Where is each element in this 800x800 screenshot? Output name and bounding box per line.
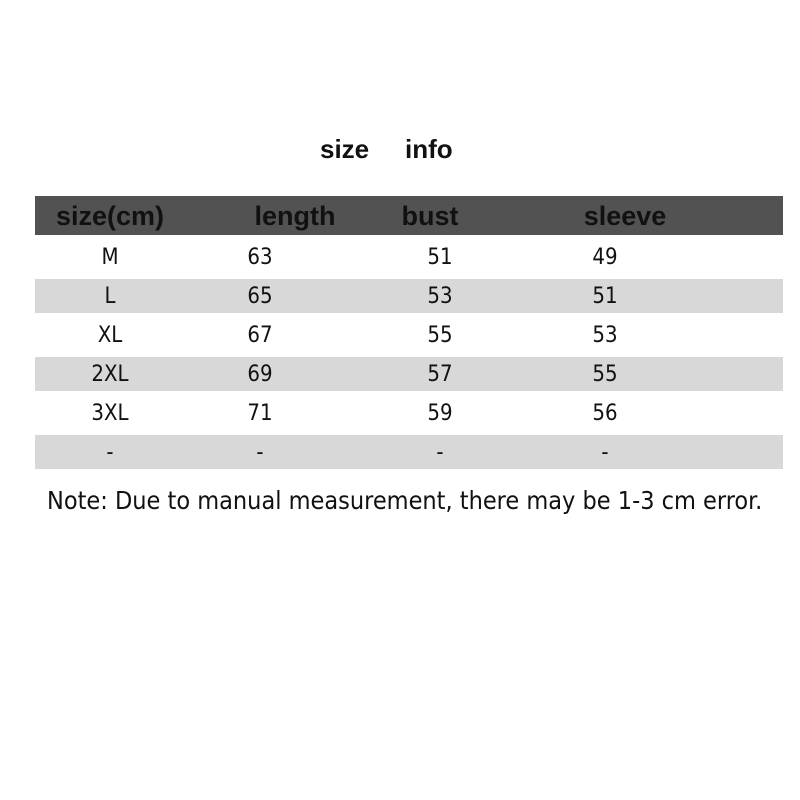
- header-size: size(cm): [55, 201, 165, 231]
- cell-bust: 55: [427, 322, 453, 348]
- cell-size: 3XL: [91, 400, 129, 426]
- table-row: [35, 357, 783, 391]
- cell-size: XL: [97, 322, 123, 348]
- header-sleeve: sleeve: [583, 201, 667, 231]
- cell-sleeve: 51: [592, 283, 618, 309]
- cell-sleeve: 56: [592, 400, 618, 426]
- table-row: [35, 240, 783, 274]
- cell-length: 69: [247, 361, 273, 387]
- table-row: [35, 318, 783, 352]
- table-header-row: [35, 196, 783, 235]
- title-word-info: info: [405, 134, 453, 164]
- cell-bust: -: [436, 439, 444, 465]
- cell-size: 2XL: [91, 361, 129, 387]
- size-info-title: [0, 134, 800, 170]
- table-row: [35, 279, 783, 313]
- cell-sleeve: -: [601, 439, 609, 465]
- cell-length: -: [256, 439, 264, 465]
- title-word-size: size: [320, 134, 370, 164]
- cell-bust: 57: [427, 361, 453, 387]
- cell-bust: 51: [427, 244, 453, 270]
- size-chart-table: [35, 196, 783, 469]
- header-bust: bust: [401, 201, 459, 231]
- cell-bust: 53: [427, 283, 453, 309]
- cell-sleeve: 53: [592, 322, 618, 348]
- cell-length: 71: [247, 400, 273, 426]
- cell-size: L: [104, 283, 116, 309]
- cell-length: 65: [247, 283, 273, 309]
- cell-size: M: [101, 244, 119, 270]
- cell-sleeve: 49: [592, 244, 618, 270]
- table-row: [35, 396, 783, 430]
- table-row: [35, 435, 783, 469]
- header-length: length: [254, 201, 336, 231]
- cell-size: -: [106, 439, 114, 465]
- cell-bust: 59: [427, 400, 453, 426]
- cell-length: 63: [247, 244, 273, 270]
- measurement-note: Note: Due to manual measurement, there may be 1-3 cm error.: [47, 486, 763, 515]
- cell-length: 67: [247, 322, 273, 348]
- cell-sleeve: 55: [592, 361, 618, 387]
